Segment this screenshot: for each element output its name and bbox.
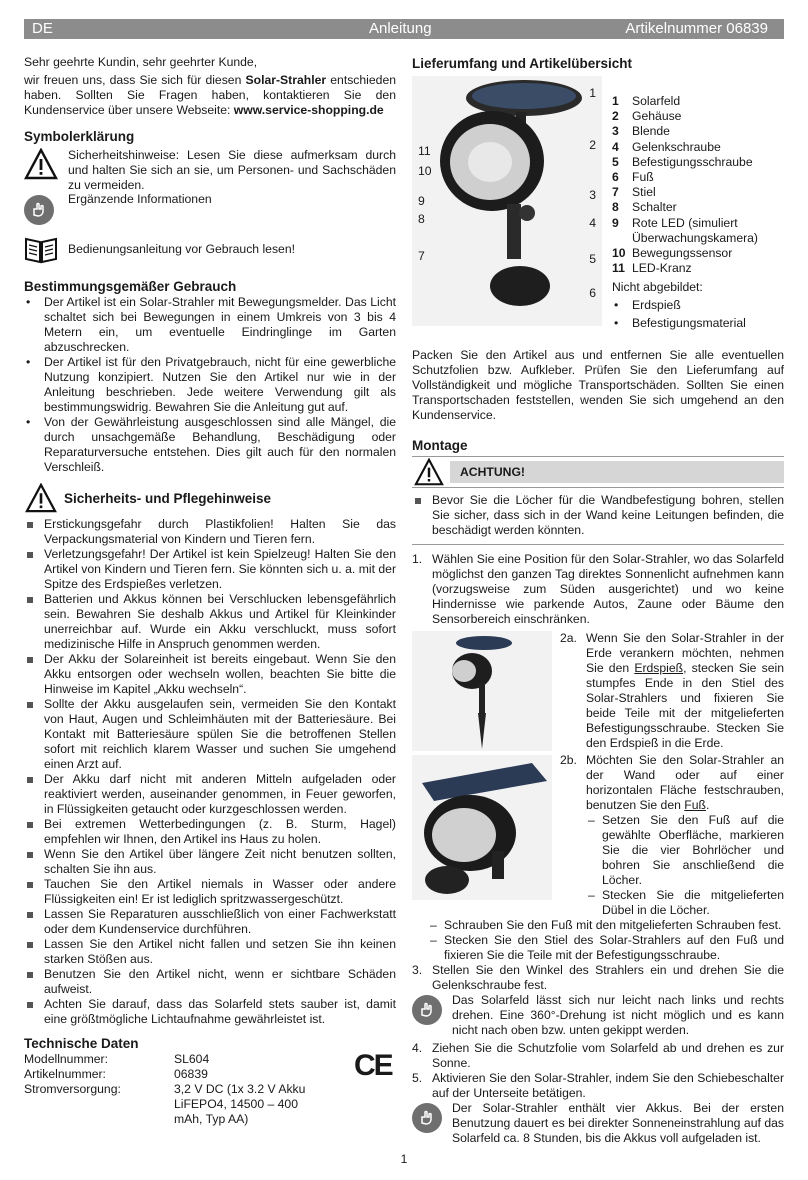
solar-light-image bbox=[412, 76, 602, 326]
step-3: 3. Stellen Sie den Winkel des Strahlers ein und drehen Sie die Gelenkschraube fest. bbox=[412, 963, 784, 992]
step-1: 1. Wählen Sie eine Position für den Solar-Strahler, wo das Solarfeld möglichst den ganzen Tag direktes Sonnenlicht aufnehmen kann (vorzugsweise zum Süden ausgerichtet) und wo keine Hindernisse wie parkende Autos, Zaune oder Bäume den Sensorbereich einschränken. bbox=[412, 552, 784, 626]
tech-value: 06839 bbox=[174, 1067, 208, 1081]
greeting: Sehr geehrte Kundin, sehr geehrter Kunde, bbox=[24, 55, 258, 69]
list-item: Bei extremen Wetterbedingungen (z. B. Sturm, Hagel) empfehlen wir Ihnen, den Artikel ins Haus zu holen. bbox=[24, 817, 396, 847]
list-item: Erstickungsgefahr durch Plastikfolien! Halten Sie das Verpackungsmaterial von Kindern und Tieren fern. bbox=[24, 517, 396, 547]
info-hand-icon bbox=[412, 995, 442, 1025]
open-book-icon bbox=[24, 233, 58, 265]
list-item: Tauchen Sie den Artikel niemals in Wasser oder andere Flüssigkeiten ein! Er ist lediglich spritzwassergeschützt. bbox=[24, 877, 396, 907]
warning-triangle-icon bbox=[24, 148, 58, 180]
intro-text: wir freuen uns, dass Sie sich für diesen Solar-Strahler entschieden haben. Sollten Sie Fragen haben, kontaktieren Sie den Kundenservice über unsere Webseite: www.service-shopping.de bbox=[24, 73, 396, 117]
safety-heading-row bbox=[24, 483, 396, 513]
page-header bbox=[24, 19, 784, 39]
symbols-heading: Symbolerklärung bbox=[24, 129, 135, 144]
list-item: – Schrauben Sie den Fuß mit den mitgelieferten Schrauben fest. bbox=[428, 918, 784, 933]
callout-left: 8 bbox=[418, 212, 425, 226]
ground-spike-image bbox=[412, 631, 552, 751]
warning-bar bbox=[412, 456, 784, 488]
website-link[interactable]: www.service-shopping.de bbox=[233, 103, 384, 117]
callout-right: 6 bbox=[589, 286, 596, 300]
list-item: • Erdspieß bbox=[612, 298, 784, 313]
callout-right: 2 bbox=[589, 138, 596, 152]
list-item: Wenn Sie den Artikel über längere Zeit nicht benutzen sollten, schalten Sie ihn aus. bbox=[24, 847, 396, 877]
note-3 bbox=[412, 993, 784, 1038]
callout-left: 7 bbox=[418, 249, 425, 263]
list-item: 11 LED-Kranz bbox=[612, 261, 692, 276]
list-item: 4 Gelenkschraube bbox=[612, 139, 721, 154]
note-3-text: Das Solarfeld lässt sich nur leicht nach links und rechts drehen. Eine 360°-Drehung ist nicht möglich und es kann nicht nach oben bzw. unten gekippt werden. bbox=[452, 993, 784, 1037]
header-title: Anleitung bbox=[369, 20, 432, 37]
warning-triangle-icon bbox=[412, 458, 446, 486]
list-item: 9 Rote LED (simuliert Überwachungskamera) bbox=[612, 215, 758, 245]
step-2 bbox=[412, 631, 784, 918]
list-item: – Stecken Sie die mitgelieferten Dübel in die Löcher. bbox=[586, 888, 784, 918]
warning-list bbox=[412, 493, 784, 538]
callout-right: 3 bbox=[589, 188, 596, 202]
list-item: • Der Artikel ist für den Privatgebrauch, nicht für eine gewerbliche Nutzung konzipiert. Nutzen Sie den Artikel nur wie in der Anleitung beschrieben. Jede weitere Verwendung gilt als bestimmungswidrig. Bewahren Sie die Anleitung gut auf. bbox=[24, 355, 396, 415]
step-4: 4. Ziehen Sie die Schutzfolie vom Solarfeld ab und drehen es zur Sonne. bbox=[412, 1041, 784, 1070]
note-5 bbox=[412, 1101, 784, 1146]
mount-heading: Montage bbox=[412, 438, 468, 453]
not-shown-list bbox=[612, 298, 784, 331]
list-item: Bevor Sie die Löcher für die Wandbefestigung bohren, stellen Sie sicher, dass sich in der Wand keine Leitungen befinden, die beschädigt werden könnten. bbox=[412, 493, 784, 538]
step-2a: 2a. Wenn Sie den Solar-Strahler in der Erde verankern möchten, nehmen Sie den Erdspieß, stecken Sie sein stumpfes Ende in den Stiel des Solar-Strahlers und fixieren Sie beide Teile mit der mitgelieferten Befestigungsschraube. Stecken Sie den Erdspieß in die Erde. bbox=[560, 631, 784, 750]
list-item: • Der Artikel ist ein Solar-Strahler mit Bewegungsmelder. Das Licht schaltet sich bei Bewegungen in einem Umkreis von 3 bis 4 Metern ein, um eventuelle Eindringlinge im Garten abzuschrecken. bbox=[24, 295, 396, 355]
parts-list bbox=[612, 94, 784, 331]
list-item: Sollte der Akku ausgelaufen sein, vermeiden Sie den Kontakt von Haut, Augen und Schleimhäuten mit der Batteriesäure. Bei Kontakt mit Batteriesäure spülen Sie die betroffenen Stellen sofort mit reichlich klarem Wasser und suchen Sie umgehend einen Arzt auf. bbox=[24, 697, 396, 772]
list-item: 3 Blende bbox=[612, 124, 670, 139]
intended-use-list bbox=[24, 295, 396, 475]
list-item: Verletzungsgefahr! Der Artikel ist kein Spielzeug! Halten Sie den Artikel von Kindern und Tieren fern. Sie könnten sich u. a. mit der Spitze des Erdspießes verletzen. bbox=[24, 547, 396, 592]
list-item: Der Akku der Solareinheit ist bereits eingebaut. Wenn Sie den Akku entsorgen oder wechseln wollen, beachten Sie bitte die Hinweise im Kapitel „Akku wechseln“. bbox=[24, 652, 396, 697]
info-hand-icon bbox=[412, 1103, 442, 1133]
product-overview bbox=[412, 76, 784, 331]
symbol-manual bbox=[24, 233, 396, 265]
wall-mount-image bbox=[412, 755, 552, 900]
scope-text: Packen Sie den Artikel aus und entfernen Sie alle eventuellen Schutzfolien bzw. Aufkleber. Prüfen Sie den Lieferumfang auf Vollständigkeit und mögliche Transportschäden. Sollten Sie einen Transportschaden feststellen, wenden Sie sich umgehend an den Kundenservice. bbox=[412, 348, 784, 422]
list-item: Lassen Sie Reparaturen ausschließlich von einer Fachwerkstatt oder dem Kundenservice durchführen. bbox=[24, 907, 396, 937]
tech-key: Stromversorgung: bbox=[24, 1082, 121, 1096]
tech-data bbox=[24, 1049, 396, 1127]
list-item: Batterien und Akkus können bei Verschlucken lebensgefährlich sein. Bewahren Sie deshalb Akkus und Artikel für Kleinkinder unerreichbar auf. Wurde ein Akku verschluckt, muss sofort medizinische Hilfe in Anspruch genommen werden. bbox=[24, 592, 396, 652]
product-photo bbox=[412, 76, 602, 326]
list-item: • Von der Gewährleistung ausgeschlossen sind alle Mängel, die durch unsachgemäße Behandlung, Beschädigung oder Reparaturversuche entstehen. Dies gilt auch für den normalen Verschleiß. bbox=[24, 415, 396, 475]
list-item: 10 Bewegungssensor bbox=[612, 246, 733, 261]
list-item: 8 Schalter bbox=[612, 200, 677, 215]
callout-left: 10 bbox=[418, 164, 432, 178]
tech-key: Artikelnummer: bbox=[24, 1067, 106, 1081]
symbol-info-text: Ergänzende Informationen bbox=[68, 192, 212, 206]
list-item: – Stecken Sie den Stiel des Solar-Strahlers auf den Fuß und fixieren Sie die Teile mit der Befestigungsschraube. bbox=[428, 933, 784, 963]
callout-left: 11 bbox=[418, 144, 431, 158]
wall-mount-photo bbox=[412, 755, 552, 900]
not-shown-label: Nicht abgebildet: bbox=[612, 280, 703, 295]
list-item: – Setzen Sie den Fuß auf die gewählte Oberfläche, markieren Sie die vier Bohrlöcher und bohren Sie anschließend die Löcher. bbox=[586, 813, 784, 888]
safety-heading: Sicherheits- und Pflegehinweise bbox=[64, 490, 272, 506]
tech-value: SL604 bbox=[174, 1052, 210, 1066]
symbol-info bbox=[24, 192, 396, 227]
list-item: 6 Fuß bbox=[612, 170, 654, 185]
language-code: DE bbox=[32, 20, 53, 37]
list-item: Lassen Sie den Artikel nicht fallen und setzen Sie ihn keinen starken Stößen aus. bbox=[24, 937, 396, 967]
list-item: Der Akku darf nicht mit anderen Mitteln aufgeladen oder reaktiviert werden, auseinander genommen, in Feuer geworfen, in Flüssigkeiten getaucht oder kurzgeschlossen werden. bbox=[24, 772, 396, 817]
list-item: 5 Befestigungsschraube bbox=[612, 154, 753, 169]
callout-right: 4 bbox=[589, 216, 596, 230]
list-item: 7 Stiel bbox=[612, 185, 656, 200]
info-hand-icon bbox=[24, 195, 54, 225]
list-item: 1 Solarfeld bbox=[612, 94, 681, 108]
tech-key: Modellnummer: bbox=[24, 1052, 108, 1066]
list-item: • Befestigungsmaterial bbox=[612, 316, 784, 331]
left-column bbox=[24, 55, 396, 1127]
list-item: Achten Sie darauf, dass das Solarfeld stets sauber ist, damit eine größtmögliche Lichtaufnahme gewährleistet ist. bbox=[24, 997, 396, 1027]
warning-label: ACHTUNG! bbox=[450, 461, 784, 483]
symbol-manual-text: Bedienungsanleitung vor Gebrauch lesen! bbox=[68, 242, 295, 256]
symbol-safety-text: Sicherheitshinweise: Lesen Sie diese aufmerksam durch und halten Sie sich an sie, um Personen- und Sachschäden zu vermeiden. bbox=[68, 148, 396, 192]
callout-right: 5 bbox=[589, 252, 596, 266]
intended-use-heading: Bestimmungsgemäßer Gebrauch bbox=[24, 279, 237, 294]
step-2b: 2b. Möchten Sie den Solar-Strahler an der Wand oder auf einer horizontalen Fläche festschrauben, benutzen Sie den Fuß. bbox=[560, 753, 784, 812]
list-item: Benutzen Sie den Artikel nicht, wenn er sichtbare Schäden aufweist. bbox=[24, 967, 396, 997]
ground-spike-photo bbox=[412, 631, 552, 751]
callout-left: 9 bbox=[418, 194, 425, 208]
tech-data-heading: Technische Daten bbox=[24, 1036, 139, 1051]
step-5: 5. Aktivieren Sie den Solar-Strahler, indem Sie den Schiebeschalter auf der Unterseite betätigen. bbox=[412, 1071, 784, 1100]
safety-list bbox=[24, 517, 396, 1027]
warning-triangle-icon bbox=[24, 483, 58, 513]
right-column bbox=[412, 55, 784, 1146]
article-number: Artikelnummer 06839 bbox=[625, 20, 768, 37]
callout-right: 1 bbox=[589, 86, 596, 100]
list-item: 2 Gehäuse bbox=[612, 109, 682, 124]
symbol-safety bbox=[24, 148, 396, 193]
product-name: Solar-Strahler bbox=[245, 73, 327, 87]
ce-mark: CE bbox=[354, 1049, 392, 1082]
note-5-text: Der Solar-Strahler enthält vier Akkus. Bei der ersten Benutzung dauert es bei direkter Sonneneinstrahlung auf das Solarfeld ca. 8 Stunden, bis die Akkus voll aufgeladen ist. bbox=[452, 1101, 784, 1145]
page-number: 1 bbox=[400, 1152, 408, 1166]
scope-heading: Lieferumfang und Artikelübersicht bbox=[412, 56, 633, 71]
tech-value: 3,2 V DC (1x 3.2 V Akku LiFEPO4, 14500 – 400 mAh, Typ AA) bbox=[174, 1082, 306, 1126]
